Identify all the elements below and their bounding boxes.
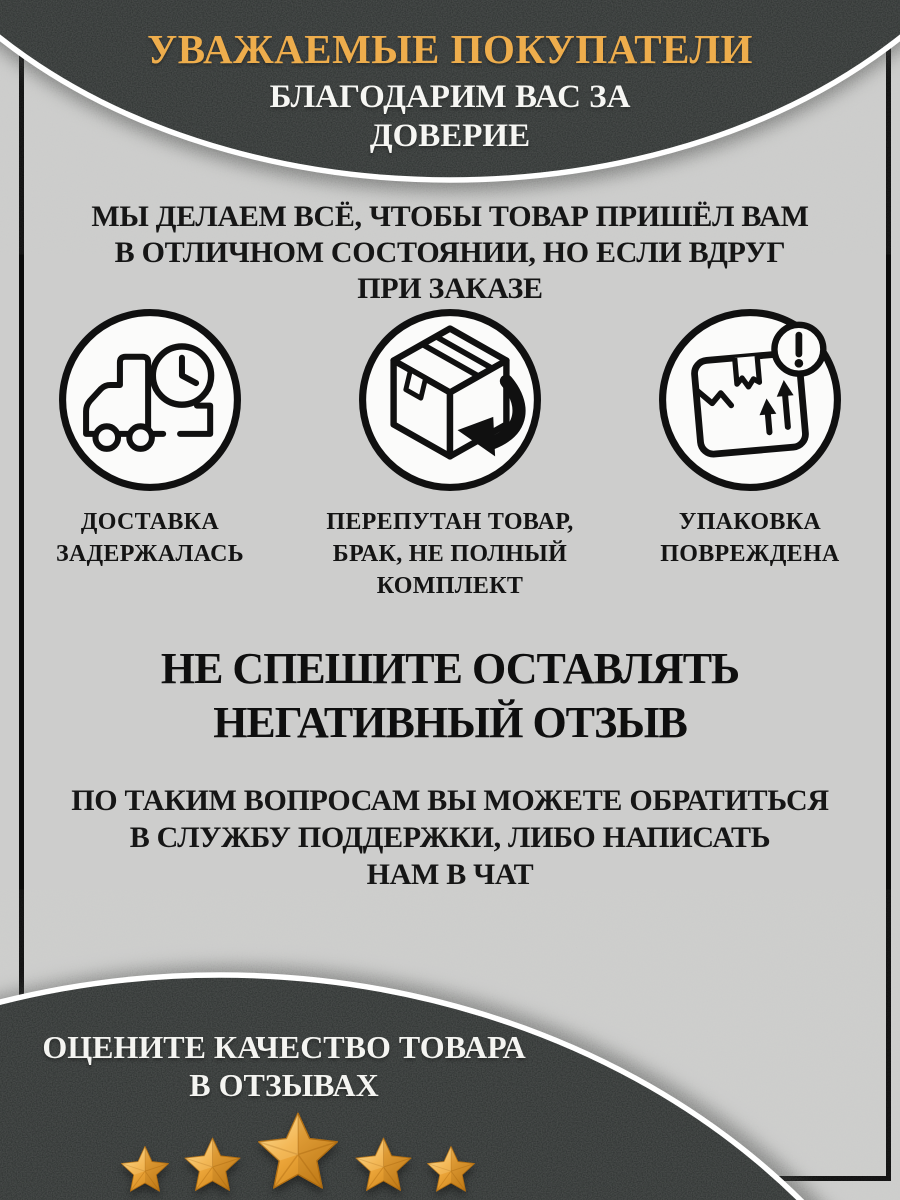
support-paragraph (0, 782, 900, 893)
star-icon (352, 1133, 415, 1196)
star-icon (424, 1142, 478, 1196)
intro-paragraph (0, 199, 900, 307)
issue-damaged-packaging (600, 306, 900, 602)
intro-line: МЫ ДЕЛАЕМ ВСЁ, ЧТОБЫ ТОВАР ПРИШЁЛ ВАМ (91, 200, 809, 233)
footer-heading (0, 1028, 568, 1104)
issue-wrong-item (300, 306, 600, 602)
issue-label-line: ЗАДЕРЖАЛАСЬ (56, 541, 244, 567)
issue-delivery-delayed (0, 306, 300, 602)
intro-line: В ОТЛИЧНОМ СОСТОЯНИИ, НО ЕСЛИ ВДРУГ (114, 236, 786, 269)
intro-line: ПРИ ЗАКАЗЕ (357, 272, 543, 305)
support-line: НАМ В ЧАТ (366, 858, 534, 891)
issue-label-line: ПЕРЕПУТАН ТОВАР, (326, 509, 574, 535)
issue-label-line: УПАКОВКА (678, 509, 822, 535)
issue-label-line: КОМПЛЕКТ (376, 573, 524, 599)
box-return-arrow-icon (356, 306, 544, 494)
subtitle-line: ДОВЕРИЕ (369, 118, 531, 154)
issue-label-line: ДОСТАВКА (80, 509, 220, 535)
support-line: В СЛУЖБУ ПОДДЕРЖКИ, ЛИБО НАПИСАТЬ (129, 821, 771, 854)
issue-columns (0, 306, 900, 602)
footer-line: В ОТЗЫВАХ (189, 1067, 379, 1103)
issue-label (326, 506, 573, 602)
star-icon (253, 1106, 343, 1196)
hero-line: НЕ СПЕШИТЕ ОСТАВЛЯТЬ (160, 644, 740, 693)
support-line: ПО ТАКИМ ВОПРОСАМ ВЫ МОЖЕТЕ ОБРАТИТЬСЯ (71, 784, 829, 817)
rating-stars (100, 1096, 496, 1196)
page-title: УВАЖАЕМЫЕ ПОКУПАТЕЛИ (147, 26, 753, 72)
damaged-package-icon (656, 306, 844, 494)
page-subtitle (0, 78, 900, 156)
issue-label (56, 506, 244, 570)
issue-label-line: БРАК, НЕ ПОЛНЫЙ (332, 541, 568, 567)
star-icon (181, 1133, 244, 1196)
issue-label (660, 506, 839, 570)
footer-line: ОЦЕНИТЕ КАЧЕСТВО ТОВАРА (42, 1029, 526, 1065)
star-icon (118, 1142, 172, 1196)
delivery-truck-clock-icon (56, 306, 244, 494)
subtitle-line: БЛАГОДАРИМ ВАС ЗА (269, 79, 631, 115)
hero-heading (0, 642, 900, 750)
issue-label-line: ПОВРЕЖДЕНА (660, 541, 840, 567)
hero-line: НЕГАТИВНЫЙ ОТЗЫВ (213, 698, 687, 747)
